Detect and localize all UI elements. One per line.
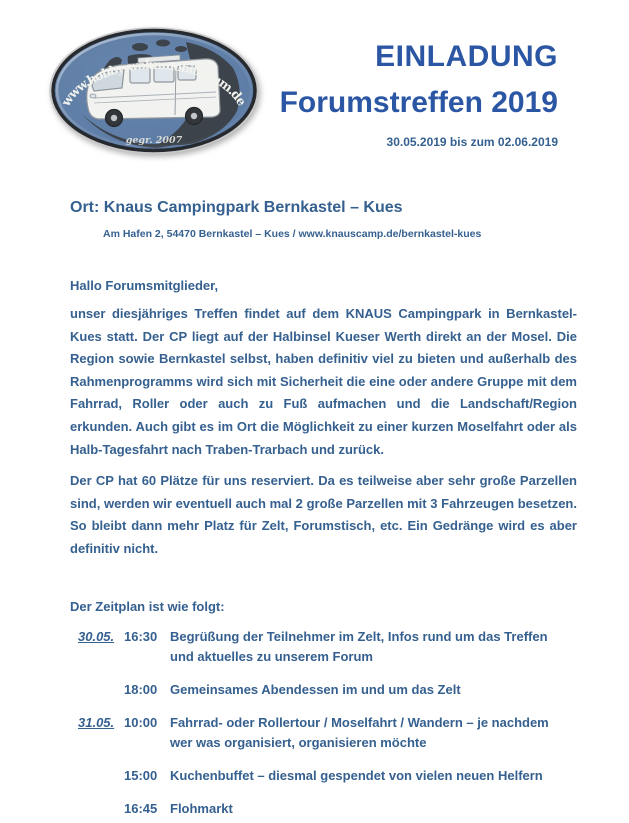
schedule-date: 30.05. [78,629,115,644]
schedule-description: Flohmarkt [170,801,233,816]
schedule-description: Fahrrad- oder Rollertour / Moselfahrt / Wandern – je nachdem wer was organisiert, organisieren möchte [170,715,549,750]
event-date-range: 30.05.2019 bis zum 02.06.2019 [386,135,558,149]
location-section [70,198,481,241]
schedule-row [78,680,574,700]
location-name: Ort: Knaus Campingpark Bernkastel – Kues [70,199,403,216]
location-address-url: Am Hafen 2, 54470 Bernkastel – Kues / www.knauscamp.de/bernkastel-kues [103,228,482,240]
schedule-time: 10:00 [124,715,158,730]
body-paragraph-2: Der CP hat 60 Plätze für uns reserviert. Da es teilweise aber sehr große Parzellen sind, werden wir eventuell auch mal 2 große Parzellen mit 3 Fahrzeugen besetzen. So bleibt dann mehr Platz für Zelt, Forumstisch, etc. Ein Gedränge wird es aber definitiv nicht. [70,473,577,556]
schedule-time: 16:45 [124,801,158,816]
schedule-time: 16:30 [124,629,158,644]
schedule-time: 18:00 [124,682,158,697]
schedule-row [78,799,574,819]
schedule-date: 31.05. [78,715,115,730]
schedule-list [78,627,574,823]
page-title: EINLADUNG [375,40,558,73]
schedule-intro: Der Zeitplan ist wie folgt: [70,599,225,614]
schedule-row [78,713,574,753]
schedule-time: 15:00 [124,768,158,783]
header-title-block [0,40,558,150]
page-subtitle: Forumstreffen 2019 [279,86,558,119]
body-paragraph-1: unser diesjähriges Treffen findet auf dem KNAUS Campingpark in Bernkastel-Kues statt. Der CP liegt auf der Halbinsel Kueser Werth direkt an der Mosel. Die Region sowie Bernkastel selbst, haben definitiv viel zu bieten und außerhalb des Rahmenprogramms wird sich mit Sicherheit die eine oder andere Gruppe mit dem Fahrrad, Roller oder auch zu Fuß aufmachen und die Landschaft/Region erkunden. Auch gibt es im Ort die Möglichkeit zu einer kurzen Moselfahrt oder als Halb-Tagesfahrt nach Traben-Trarbach und zurück. [70,306,577,457]
schedule-row [78,627,574,667]
schedule-description: Kuchenbuffet – diesmal gespendet von vielen neuen Helfern [170,768,543,783]
logo-url-text: www.hobby-wohnmobilforum.de [58,56,250,109]
greeting-text: Hallo Forumsmitglieder, [70,278,219,293]
schedule-description: Gemeinsames Abendessen im und um das Zelt [170,682,461,697]
schedule-description: Begrüßung der Teilnehmer im Zelt, Infos rund um das Treffen und aktuelles zu unserem Forum [170,629,548,664]
schedule-row [78,766,574,786]
logo-founded-text: gegr. 2007 [125,135,183,146]
